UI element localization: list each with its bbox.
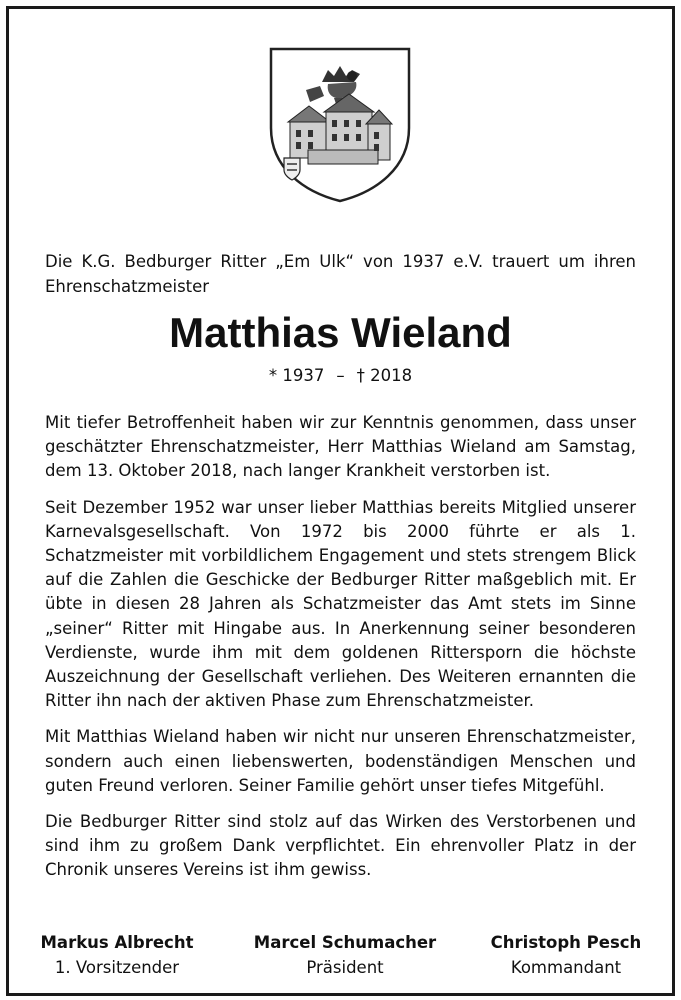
signatory-name: Marcel Schumacher xyxy=(253,933,437,952)
deceased-name: Matthias Wieland xyxy=(169,309,512,356)
paragraph: Mit tiefer Betroffenheit haben wir zur Kenntnis genommen, dass unser geschätzter Ehrenschatzmeister, Herr Matthias Wieland am Samstag, dem 13. Oktober 2018, nach langer Krankheit verstorben ist. xyxy=(45,413,636,481)
date-separator: – xyxy=(336,366,345,385)
signatory-role: 1. Vorsitzender xyxy=(54,958,180,977)
signatory-role: Präsident xyxy=(306,958,384,977)
paragraph: Seit Dezember 1952 war unser lieber Matthias bereits Mitglied unserer Karnevalsgesellschaft. Von 1972 bis 2000 führte er als 1. Schatzmeister mit vorbildlichem Engagement und stets strengem Blick auf die Zahlen die Geschicke der Bedburger Ritter maßgeblich mit. Er übte in diesen 28 Jahren als Schatzmeister das Amt stets im Sinne „seiner“ Ritter mit Hingabe aus. In Anerkennung seiner besonderen Verdienste, wurde ihm mit dem goldenen Rittersporn die höchste Auszeichnung der Gesellschaft verliehen. Des Weiteren ernannten die Ritter ihn nach der aktiven Phase zum Ehrenschatzmeister. xyxy=(45,497,636,711)
signature-block xyxy=(466,931,666,980)
signature-block xyxy=(17,931,217,980)
signature-block xyxy=(245,931,445,980)
signatory-name: Christoph Pesch xyxy=(490,933,642,952)
signatory-role: Kommandant xyxy=(510,958,622,977)
obituary-body xyxy=(45,411,636,895)
paragraph: Die Bedburger Ritter sind stolz auf das Wirken des Verstorbenen und sind ihm zu großem Dank verpflichtet. Ein ehrenvoller Platz in der Chronik unseres Vereins ist ihm gewiss. xyxy=(45,812,636,880)
intro-text: Die K.G. Bedburger Ritter „Em Ulk“ von 1937 e.V. trauert um ihren Ehrenschatzmeister xyxy=(45,252,636,296)
birth-year: * 1937 xyxy=(268,366,325,385)
life-dates xyxy=(0,366,681,385)
signatory-name: Markus Albrecht xyxy=(40,933,194,952)
coat-of-arms-icon xyxy=(268,46,412,204)
death-year: † 2018 xyxy=(356,366,413,385)
paragraph: Mit Matthias Wieland haben wir nicht nur unseren Ehrenschatzmeister, sondern auch einen liebenswerten, bodenständigen Menschen und guten Freund verloren. Seiner Familie gehört unser tiefes Mitgefühl. xyxy=(45,727,636,795)
